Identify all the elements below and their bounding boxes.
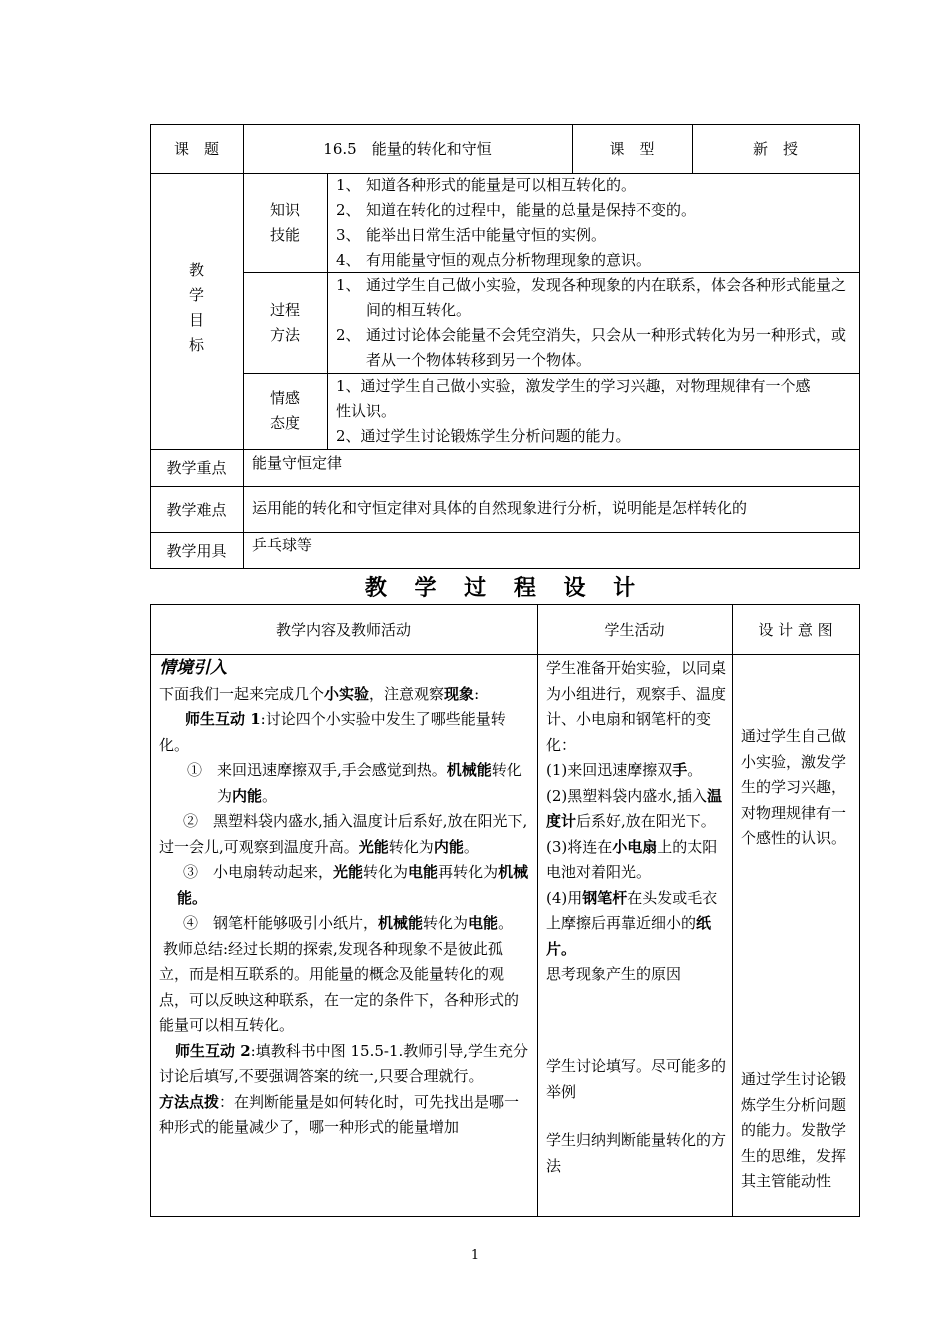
teacher-activity: [159, 656, 530, 1141]
process-list: [336, 273, 852, 373]
student-think: 思考现象产生的原因: [546, 965, 682, 983]
list-item: 2、 知道在转化的过程中，能量的总量是保持不变的。: [336, 201, 697, 219]
intent-2: 通过学生讨论锻炼学生分析问题的能力。发散学生的思维，发挥其主管能动性: [741, 1070, 847, 1190]
method-tip: 方法点拨：在判断能量是如何转化时，可先找出是哪一种形式的能量减少了，哪一种形式的能量增加: [159, 1092, 520, 1136]
emotion-label: 情感 态度: [269, 389, 300, 432]
type-label: 课 型: [609, 140, 655, 158]
interaction-1: 师生互动 1:讨论四个小实验中发生了哪些能量转化。: [159, 710, 506, 754]
student-prep: 学生准备开始实验，以同桌为小组进行，观察手、温度计、小电扇和钢笔杆的变化：: [546, 659, 727, 754]
student-discuss: 学生讨论填写。尽可能多的举例: [546, 1057, 727, 1101]
teacher-summary: 教师总结:经过长期的探索,发现各种现象不是彼此孤立，而是相互联系的。用能量的概念及能量转化的观点，可以反映这种联系，在一定的条件下，各种形式的能量可以相互转化。: [159, 939, 520, 1034]
topic-value: 16.5 能量的转化和守恒: [323, 140, 492, 158]
page-number: 1: [470, 1248, 480, 1263]
process-label: 过程 方法: [269, 301, 300, 344]
topic-label: 课 题: [173, 140, 219, 158]
col-header-intent: 设 计 意 图: [758, 620, 833, 639]
difficulties-value: 运用能的转化和守恒定律对具体的自然现象进行分析，说明能是怎样转化的: [252, 499, 748, 517]
objectives-label: 教 学 目 标: [188, 261, 204, 354]
col-header-content: 教学内容及教师活动: [275, 620, 411, 639]
student-step-4: (4)用钢笔杆在头发或毛衣上摩擦后再靠近细小的纸片。: [546, 888, 718, 958]
experiment-1: ① 来回迅速摩擦双手,手会感觉到热。机械能转化为内能。: [187, 761, 522, 805]
student-summarize: 学生归纳判断能量转化的方法: [546, 1131, 727, 1175]
interaction-2: 师生互动 2:填教科书中图 15.5-1.教师引导,学生充分讨论后填写,不要强调答案的统一,只要合理就行。: [159, 1041, 529, 1085]
list-item: 4、 有用能量守恒的观点分析物理现象的意识。: [336, 251, 652, 269]
student-step-1: (1)来回迅速摩擦双手。: [546, 761, 703, 779]
type-value: 新 授: [752, 140, 798, 158]
col-header-student: 学生活动: [604, 620, 665, 639]
list-item: 1、 知道各种形式的能量是可以相互转化的。: [336, 176, 637, 194]
difficulties-label: 教学难点: [166, 500, 227, 519]
experiment-3: ③ 小电扇转动起来，光能转化为电能再转化为机械能。: [177, 863, 529, 907]
key-points-value: 能量守恒定律: [252, 454, 343, 472]
knowledge-list: [336, 173, 854, 273]
section-title: 情境引入: [159, 658, 227, 678]
process-design-title: 教 学 过 程 设 计: [364, 575, 646, 601]
student-activity: [546, 656, 726, 988]
list-item: 1、 通过学生自己做小实验，发现各种现象的内在联系，体会各种形式能量之间的相互转化。: [336, 276, 847, 319]
tools-value: 乒乓球等: [252, 536, 313, 554]
list-item: 3、 能举出日常生活中能量守恒的实例。: [336, 226, 607, 244]
intent-1: 通过学生自己做小实验，激发学生的学习兴趣，对物理规律有一个感性的认识。: [741, 727, 847, 847]
key-points-label: 教学重点: [166, 459, 227, 477]
tools-label: 教学用具: [166, 541, 227, 560]
student-step-2-3: (2)黑塑料袋内盛水,插入温度计后系好,放在阳光下。(3)将连在小电扇上的太阳电池对着阳光。: [546, 786, 723, 881]
list-item: 2、 通过讨论体会能量不会凭空消失，只会从一种形式转化为另一种形式，或者从一个物体转移到另一个物体。: [336, 326, 847, 369]
emotion-list: 1、通过学生自己做小实验，激发学生的学习兴趣，对物理规律有一个感 性认识。 2、通过学生讨论锻炼学生分析问题的能力。: [336, 377, 811, 445]
intro-text: 下面我们一起来完成几个小实验，注意观察现象:: [159, 684, 480, 703]
experiment-2: ② 黑塑料袋内盛水,插入温度计后系好,放在阳光下,过一会儿,可观察到温度升高。光能转化为内能。: [159, 812, 528, 856]
experiment-4: ④ 钢笔杆能够吸引小纸片，机械能转化为电能。: [183, 914, 514, 932]
knowledge-label: 知识 技能: [269, 201, 300, 244]
